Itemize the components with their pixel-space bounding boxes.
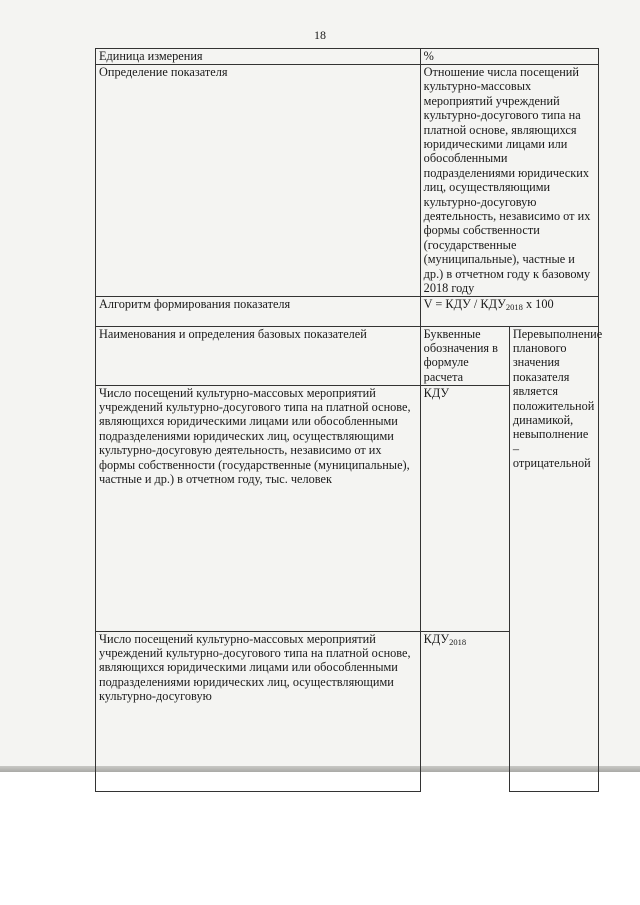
kdu-2018-symbol — [420, 631, 509, 792]
table-row — [96, 49, 599, 65]
definition-label: Определение показателя — [96, 65, 421, 297]
table-row — [96, 296, 599, 326]
kdu-symbol: КДУ — [420, 385, 509, 631]
kdu-2018-symbol-subscript: 2018 — [449, 636, 467, 647]
table-row — [96, 326, 599, 385]
unit-label: Единица измерения — [96, 49, 421, 65]
formula-subscript: 2018 — [505, 301, 523, 312]
algorithm-label: Алгоритм формирования показателя — [96, 296, 421, 326]
kdu-2018-symbol-text: КДУ — [423, 631, 450, 646]
symbols-label: Буквенные обозначения в формуле расчета — [420, 326, 509, 385]
page-number: 18 — [314, 28, 326, 42]
formula-prefix: V = КДУ / КДУ — [423, 296, 506, 311]
unit-value: % — [420, 49, 598, 65]
table-row — [96, 65, 599, 297]
algorithm-formula — [420, 296, 598, 326]
interpretation-note: Перевыполнение планового значения показателя является положительной динамикой, невыполнение – отрицательной — [509, 326, 598, 792]
base-indicators-label: Наименования и определения базовых показателей — [96, 326, 421, 385]
kdu-definition: Число посещений культурно-массовых мероприятий учреждений культурно-досугового типа на платной основе, являющихся юридическими лицами или обособленными подразделениями юридических лиц, осуществляющими культурно-досуговую деятельность, независимо от их формы собственности (государственные (муниципальные), частные и др.) в отчетном году, тыс. человек — [96, 385, 421, 631]
formula-suffix: x 100 — [522, 296, 554, 311]
definition-value: Отношение числа посещений культурно-массовых мероприятий учреждений культурно-досугового типа на платной основе, являющихся юридическими лицами или обособленными подразделениями юридических лиц, осуществляющими культурно-досуговую деятельность, независимо от их формы собственности (государственные (муниципальные), частные и др.) в отчетном году к базовому 2018 году — [420, 65, 598, 297]
indicator-table — [95, 48, 603, 792]
kdu-2018-definition: Число посещений культурно-массовых мероприятий учреждений культурно-досугового типа на платной основе, являющихся юридическими лицами или обособленными подразделениями юридических лиц, осуществляющими культурно-досуговую — [96, 631, 421, 792]
